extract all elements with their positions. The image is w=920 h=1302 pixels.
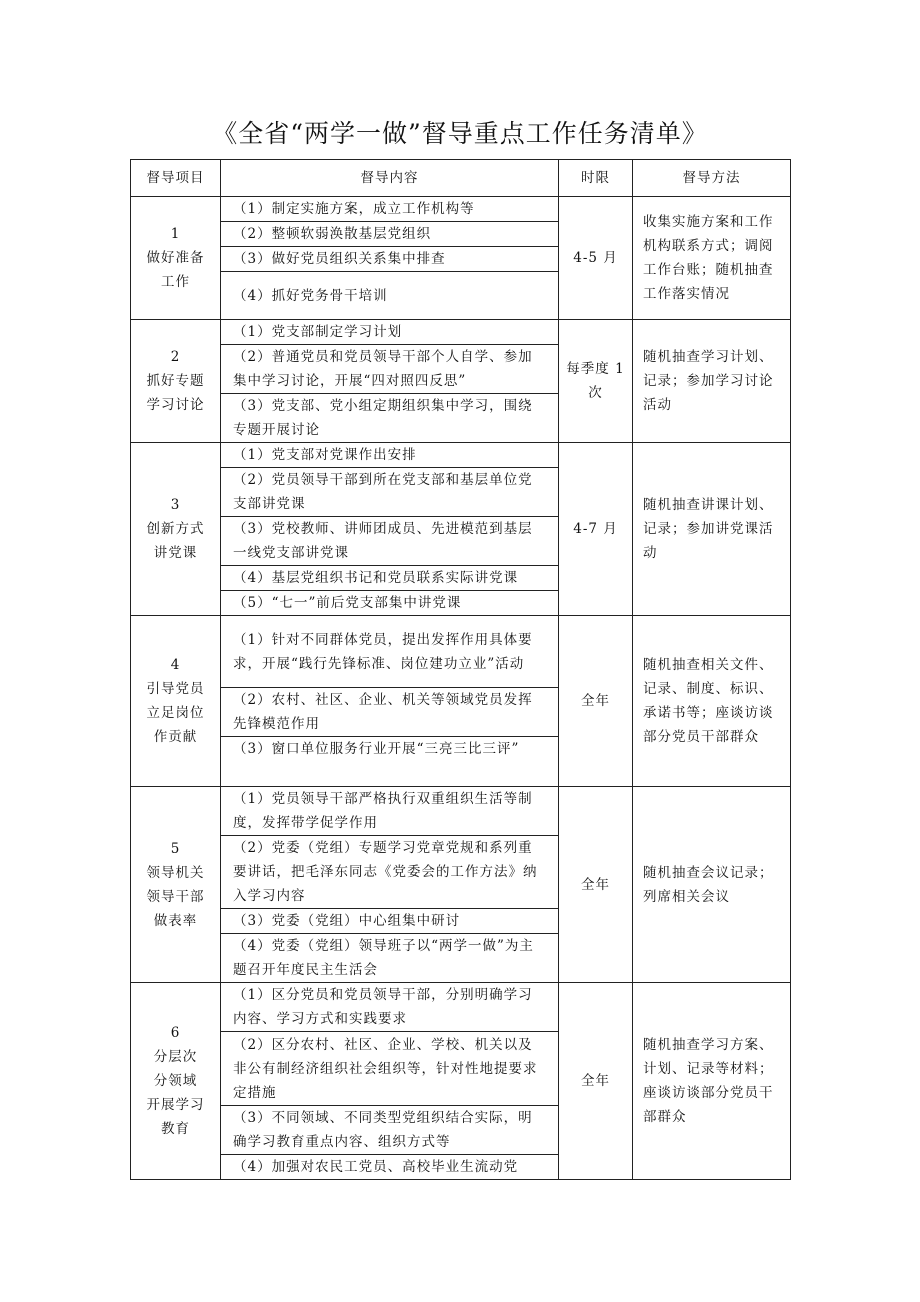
content-cell: （1）党支部制定学习计划 bbox=[221, 320, 559, 345]
item-number: 1 bbox=[170, 226, 181, 242]
header-content: 督导内容 bbox=[221, 160, 559, 197]
method-cell: 随机抽查会议记录；列席相关会议 bbox=[633, 787, 791, 983]
item-name-line: 领导机关 bbox=[146, 864, 205, 881]
content-cell: （3）不同领域、不同类型党组织结合实际，明确学习教育重点内容、组织方式等 bbox=[221, 1106, 559, 1155]
item-cell bbox=[131, 983, 221, 1180]
table-row bbox=[131, 443, 791, 468]
content-cell: （3）做好党员组织关系集中排查 bbox=[221, 247, 559, 272]
time-cell: 全年 bbox=[559, 616, 633, 787]
content-cell: （1）党支部对党课作出安排 bbox=[221, 443, 559, 468]
item-name-line: 分层次 bbox=[153, 1049, 198, 1065]
item-number: 5 bbox=[170, 840, 181, 857]
content-cell: （3）窗口单位服务行业开展“三亮三比三评” bbox=[221, 737, 559, 787]
method-cell: 随机抽查相关文件、记录、制度、标识、承诺书等；座谈访谈部分党员干部群众 bbox=[633, 616, 791, 787]
item-cell bbox=[131, 443, 221, 616]
item-name-line: 立足岗位 bbox=[146, 705, 205, 721]
item-name-line: 作贡献 bbox=[153, 729, 198, 745]
header-method: 督导方法 bbox=[633, 160, 791, 197]
item-cell bbox=[131, 616, 221, 787]
method-cell: 收集实施方案和工作机构联系方式；调阅工作台账；随机抽查工作落实情况 bbox=[633, 197, 791, 320]
header-time: 时限 bbox=[559, 160, 633, 197]
content-cell: （3）党委（党组）中心组集中研讨 bbox=[221, 909, 559, 934]
table-row bbox=[131, 983, 791, 1032]
time-cell: 4-5 月 bbox=[559, 197, 633, 320]
table-row bbox=[131, 616, 791, 688]
content-cell: （1）党员领导干部严格执行双重组织生活等制度，发挥带学促学作用 bbox=[221, 787, 559, 836]
content-cell: （2）区分农村、社区、企业、学校、机关以及非公有制经济组织社会组织等，针对性地提要求定措施 bbox=[221, 1032, 559, 1106]
content-cell: （1）制定实施方案，成立工作机构等 bbox=[221, 197, 559, 222]
item-name-line: 讲党课 bbox=[153, 545, 198, 561]
item-cell bbox=[131, 787, 221, 983]
content-cell: （3）党支部、党小组定期组织集中学习，围绕专题开展讨论 bbox=[221, 394, 559, 443]
content-cell: （4）加强对农民工党员、高校毕业生流动党 bbox=[221, 1155, 559, 1180]
table-row bbox=[131, 320, 791, 345]
item-name-line: 分领域 bbox=[153, 1073, 198, 1089]
content-cell: （1）针对不同群体党员，提出发挥作用具体要求，开展“践行先锋标准、岗位建功立业”活动 bbox=[221, 616, 559, 688]
time-cell: 每季度 1 次 bbox=[559, 320, 633, 443]
content-cell: （2）农村、社区、企业、机关等领域党员发挥先锋模范作用 bbox=[221, 688, 559, 737]
header-item: 督导项目 bbox=[131, 160, 221, 197]
time-cell: 全年 bbox=[559, 983, 633, 1180]
item-number: 2 bbox=[170, 349, 181, 365]
document-title: 《全省“两学一做”督导重点工作任务清单》 bbox=[212, 119, 708, 148]
method-cell: 随机抽查学习计划、记录；参加学习讨论活动 bbox=[633, 320, 791, 443]
content-cell: （2）整顿软弱涣散基层党组织 bbox=[221, 222, 559, 247]
item-name-line: 引导党员 bbox=[146, 681, 205, 697]
content-cell: （1）区分党员和党员领导干部，分别明确学习内容、学习方式和实践要求 bbox=[221, 983, 559, 1032]
item-name-line: 抓好专题 bbox=[146, 373, 205, 389]
item-number: 4 bbox=[170, 657, 181, 673]
header-row bbox=[131, 160, 791, 197]
method-cell: 随机抽查讲课计划、记录；参加讲党课活动 bbox=[633, 443, 791, 616]
item-name-line: 教育 bbox=[161, 1121, 190, 1137]
item-name-line: 做表率 bbox=[153, 912, 198, 929]
table-row bbox=[131, 787, 791, 836]
task-table bbox=[130, 159, 791, 1180]
item-name-line: 领导干部 bbox=[146, 888, 205, 905]
content-cell: （3）党校教师、讲师团成员、先进模范到基层一线党支部讲党课 bbox=[221, 517, 559, 566]
item-name-line: 学习讨论 bbox=[146, 397, 205, 413]
content-cell: （2）党员领导干部到所在党支部和基层单位党支部讲党课 bbox=[221, 468, 559, 517]
item-number: 3 bbox=[170, 497, 181, 513]
method-cell: 随机抽查学习方案、计划、记录等材料；座谈访谈部分党员干部群众 bbox=[633, 983, 791, 1180]
content-cell: （2）普通党员和党员领导干部个人自学、参加集中学习讨论，开展“四对照四反思” bbox=[221, 345, 559, 394]
item-name-line: 做好准备 bbox=[146, 250, 205, 266]
content-cell: （5）“七一”前后党支部集中讲党课 bbox=[221, 591, 559, 616]
item-name-line: 工作 bbox=[161, 274, 190, 290]
time-cell: 4-7 月 bbox=[559, 443, 633, 616]
item-number: 6 bbox=[170, 1025, 181, 1041]
content-cell: （2）党委（党组）专题学习党章党规和系列重要讲话，把毛泽东同志《党委会的工作方法》纳入学习内容 bbox=[221, 836, 559, 909]
content-cell: （4）基层党组织书记和党员联系实际讲党课 bbox=[221, 566, 559, 591]
item-name-line: 开展学习 bbox=[146, 1097, 205, 1113]
content-cell: （4）抓好党务骨干培训 bbox=[221, 272, 559, 320]
item-name-line: 创新方式 bbox=[146, 521, 205, 537]
table-row bbox=[131, 197, 791, 222]
time-cell: 全年 bbox=[559, 787, 633, 983]
item-cell bbox=[131, 320, 221, 443]
item-cell bbox=[131, 197, 221, 320]
content-cell: （4）党委（党组）领导班子以“两学一做”为主题召开年度民主生活会 bbox=[221, 934, 559, 983]
